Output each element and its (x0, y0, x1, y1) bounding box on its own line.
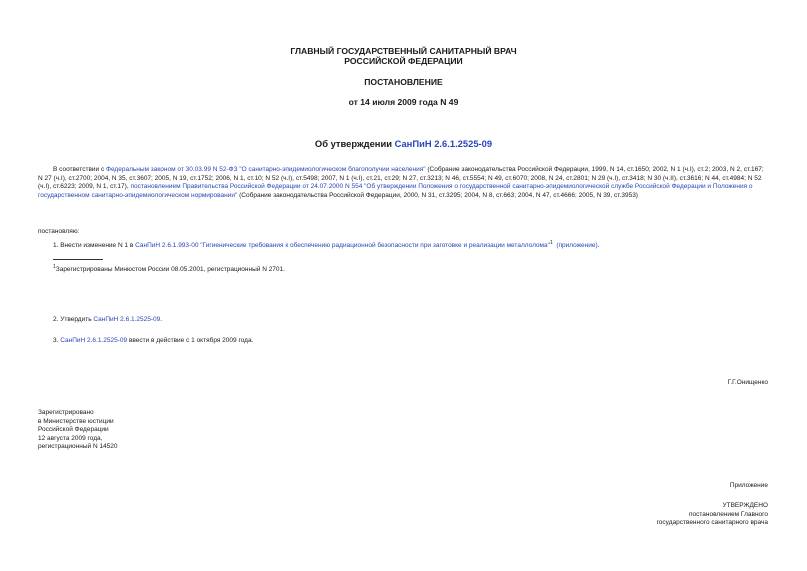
issuer-line-2: РОССИЙСКОЙ ФЕДЕРАЦИИ (344, 56, 463, 66)
document-title (0, 138, 807, 149)
item-3-number: 3. (53, 337, 61, 344)
item-1-footnote-ref: 1 (549, 240, 553, 246)
registration-line-1: Зарегистрировано (38, 409, 94, 416)
intro-text-3: (Собрание законодательства Российской Федерации, 2000, N 31, ст.3295; 2004, N 8, ст.663; 2004, N 47, ст.4666; 2005, N 39, ст.3953) (237, 191, 638, 199)
appendix-link[interactable]: (приложение) (556, 242, 598, 250)
footnote-text: Зарегистрированы Минюстом России 08.05.2001, регистрационный N 2701. (55, 266, 285, 274)
government-decree-link[interactable]: постановлением Правительства Российской Федерации от 24.07.2000 N 554 "Об утверждении Положения о государственной санитарно-эпидемиологической службе Российской Федерации и Положения о государственном санитарно-эпидемиологическом нормировании" (38, 183, 753, 199)
issuer-line-1: ГЛАВНЫЙ ГОСУДАРСТВЕННЫЙ САНИТАРНЫЙ ВРАЧ (290, 46, 517, 56)
intro-text-2: (Собрание законодательства Российской Федерации, 1999, N 14, ст.1650; 2002, N 1 (ч.I), ст.2; 2003, N 2, ст.167; N 27 (ч.I), ст.2700; 2004, N 35, ст.3607; 2005, N 19, ст.1752; 2006, N 1, ст.10; N 52 (ч.I), ст.5498; 2007, N 1 (ч.I), ст.21, ст.29; N 27, ст.3213; N 46, ст.5554; N 49, ст.6070; 2008, N 24, ст.2801; N 29 (ч.I), ст.3418; N 30 (ч.II), ст.3616; N 44, ст.4984; N 52 (ч.I), ст.6223; 2009, N 1, ст.17), (38, 166, 764, 191)
intro-paragraph (38, 166, 770, 200)
approved-line-2: постановлением Главного (689, 510, 768, 518)
federal-law-link[interactable]: Федеральным законом от 30.03.99 N 52-ФЗ "О санитарно-эпидемиологическом благополучии населения" (106, 166, 426, 173)
resolution-item-3 (53, 337, 253, 346)
resolution-item-1 (53, 239, 773, 251)
resolution-item-2 (53, 316, 162, 325)
resolution-label: постановляю: (38, 228, 80, 235)
intro-text-1: В соответствии с (53, 166, 107, 173)
registration-block (38, 409, 118, 452)
item-3-sanpin-link[interactable]: СанПиН 2.6.1.2525-09 (60, 337, 128, 344)
appendix-approval-block (657, 502, 768, 528)
registration-line-5: регистрационный N 14520 (38, 443, 118, 451)
title-sanpin-link[interactable]: СанПиН 2.6.1.2525-09 (394, 138, 493, 149)
document-date-number: от 14 июля 2009 года N 49 (348, 97, 459, 107)
footnote-marker: 1 (53, 264, 56, 270)
item-2-end: . (160, 316, 163, 323)
item-2-text: 2. Утвердить (53, 316, 94, 323)
document-type: ПОСТАНОВЛЕНИЕ (364, 77, 443, 87)
sanpin-993-link[interactable]: СанПиН 2.6.1.993-00 "Гигиенические требования к обеспечению радиационной безопасности при заготовке и реализации металлолома" (135, 242, 550, 250)
item-1-end: . (597, 242, 600, 250)
title-prefix: Об утверждении (314, 138, 395, 149)
approved-label: УТВЕРЖДЕНО (722, 502, 768, 509)
registration-line-2: в Министерстве юстиции (38, 417, 114, 425)
item-1-text: 1. Внести изменение N 1 в (53, 242, 136, 250)
item-3-text: ввести в действие с 1 октября 2009 года. (127, 337, 254, 344)
item-2-sanpin-link[interactable]: СанПиН 2.6.1.2525-09 (93, 316, 161, 323)
registration-line-3: Российской Федерации (38, 426, 109, 434)
footnote (53, 263, 285, 275)
issuer-title (0, 46, 807, 66)
approved-line-3: государственного санитарного врача (656, 519, 768, 527)
signature: Г.Г.Онищенко (727, 379, 768, 386)
registration-line-4: 12 августа 2009 года, (38, 434, 103, 442)
appendix-label: Приложение (729, 482, 768, 489)
footnote-divider (53, 259, 103, 260)
